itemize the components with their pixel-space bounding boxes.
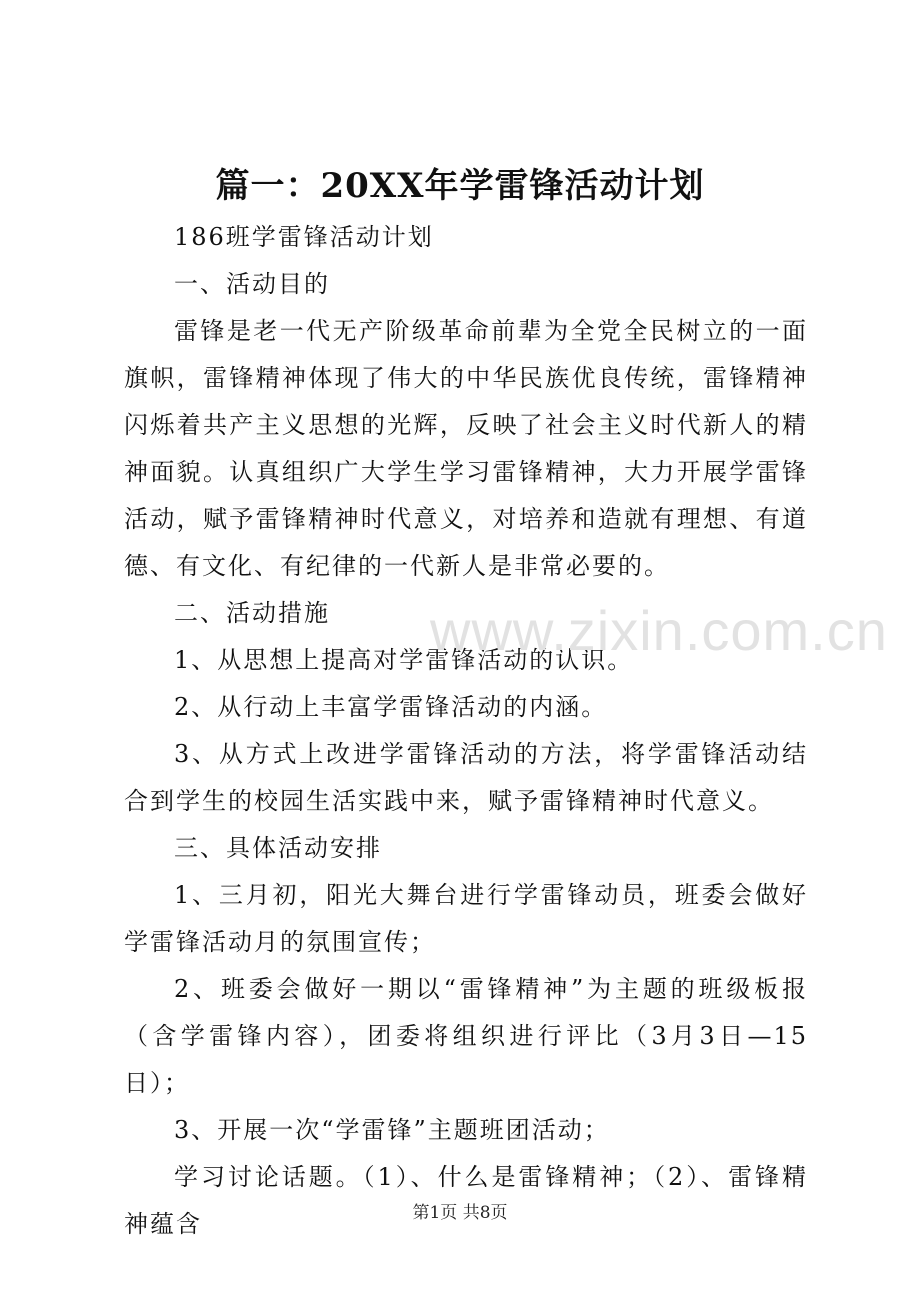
paragraph-discussion-topics: 学习讨论话题。（1）、什么是雷锋精神；（2）、雷锋精神蕴含	[124, 1163, 808, 1238]
paragraph-arrangement-2: 2、班委会做好一期以“雷锋精神”为主题的班级板报（含学雷锋内容），团委将组织进行评比（3月3日—15日）；	[124, 975, 808, 1097]
paragraph-measure-2: 2、从行动上丰富学雷锋活动的内涵。	[174, 693, 608, 721]
document-body	[124, 214, 808, 1248]
watermark: www.zixin.com.cn	[430, 599, 888, 662]
paragraph-arrangement-1: 1、三月初，阳光大舞台进行学雷锋动员，班委会做好学雷锋活动月的氛围宣传；	[124, 881, 808, 956]
document-title: 篇一：20XX年学雷锋活动计划	[215, 166, 705, 206]
paragraph-measure-3: 3、从方式上改进学雷锋活动的方法，将学雷锋活动结合到学生的校园生活实践中来，赋予雷锋精神时代意义。	[124, 740, 808, 815]
paragraph-arrangement-3: 3、开展一次“学雷锋”主题班团活动；	[174, 1116, 610, 1144]
page-footer: 第1页 共8页	[412, 1203, 508, 1223]
paragraph-class-plan: 186班学雷锋活动计划	[174, 223, 434, 251]
heading-specific-arrangements: 三、具体活动安排	[174, 834, 382, 862]
paragraph-measure-1: 1、从思想上提高对学雷锋活动的认识。	[174, 646, 634, 674]
heading-activity-purpose: 一、活动目的	[174, 270, 330, 298]
heading-activity-measures: 二、活动措施	[174, 599, 330, 627]
paragraph-purpose-body: 雷锋是老一代无产阶级革命前辈为全党全民树立的一面旗帜，雷锋精神体现了伟大的中华民族优良传统，雷锋精神闪烁着共产主义思想的光辉，反映了社会主义时代新人的精神面貌。认真组织广大学生学习雷锋精神，大力开展学雷锋活动，赋予雷锋精神时代意义，对培养和造就有理想、有道德、有文化、有纪律的一代新人是非常必要的。	[124, 317, 808, 580]
